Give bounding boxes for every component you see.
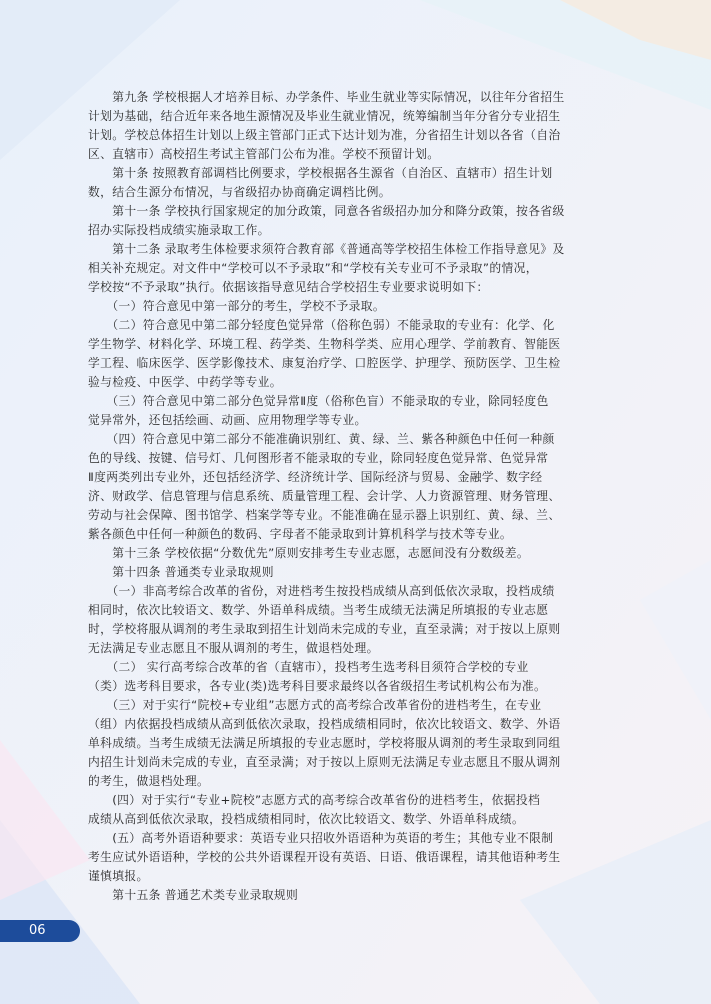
text-line: 计划为基础，结合近年来各地生源情况及毕业生就业情况，统筹编制当年分省分专业招生 <box>88 109 561 123</box>
text-line: 第十四条 普通类专业录取规则 <box>88 565 274 579</box>
text-line: 时，学校将服从调剂的考生录取到招生计划尚未完成的专业，直至录满；对于按以上原则 <box>88 622 561 636</box>
text-line: 数，结合生源分布情况，与省级招办协商确定调档比例。 <box>88 185 391 199</box>
text-line: 考生应试外语语种，学校的公共外语课程开设有英语、日语、俄语课程，请其他语种考生 <box>88 850 561 864</box>
text-line: （三）符合意见中第二部分色觉异常Ⅱ度（俗称色盲）不能录取的专业，除同轻度色 <box>88 394 549 408</box>
page-number: 06 <box>29 923 46 938</box>
text-line: 济、财政学、信息管理与信息系统、质量管理工程、会计学、人力资源管理、财务管理、 <box>88 489 561 503</box>
text-line: 第十三条 学校依据“分数优先”原则安排考生专业志愿，志愿间没有分数级差。 <box>88 546 530 560</box>
text-line: 内招生计划尚未完成的专业，直至录满；对于按以上原则无法满足专业志愿且不服从调剂 <box>88 755 561 769</box>
text-line: 验与检疫、中医学、中药学等专业。 <box>88 375 282 389</box>
text-line: 计划。学校总体招生计划以上级主管部门正式下达计划为准，分省招生计划以各省（自治 <box>88 128 561 142</box>
text-line: 成绩从高到低依次录取，投档成绩相同时，依次比较语文、数学、外语单科成绩。 <box>88 812 525 826</box>
text-line: 劳动与社会保障、图书馆学、档案学等专业。不能准确在显示器上识别红、黄、绿、兰、 <box>88 508 561 522</box>
text-line: Ⅱ度两类列出专业外，还包括经济学、经济统计学、国际经济与贸易、金融学、数字经 <box>88 470 543 484</box>
text-line: （一）符合意见中第一部分的考生，学校不予录取。 <box>88 299 386 313</box>
text-line: （二） 实行高考综合改革的省（直辖市），投档考生选考科目须符合学校的专业 <box>88 660 529 674</box>
text-line: (四）对于实行“专业+院校”志愿方式的高考综合改革省份的进档考生，依据投档 <box>88 793 541 807</box>
text-line: (五）高考外语语种要求：英语专业只招收外语语种为英语的考生；其他专业不限制 <box>88 831 554 845</box>
text-line: 谨慎填报。 <box>88 869 149 883</box>
text-line: 相关补充规定。对文件中“学校可以不予录取”和“学校有关专业可不予录取”的情况， <box>88 261 538 275</box>
text-line: 单科成绩。当考生成绩无法满足所填报的专业志愿时，学校将服从调剂的考生录取到同组 <box>88 736 561 750</box>
text-line: 的考生，做退档处理。 <box>88 774 210 788</box>
text-line: 觉异常外，还包括绘画、动画、应用物理学等专业。 <box>88 413 367 427</box>
text-line: （二）符合意见中第二部分轻度色觉异常（俗称色弱）不能录取的专业有：化学、化 <box>88 318 555 332</box>
text-line: 第九条 学校根据人才培养目标、办学条件、毕业生就业等实际情况，以往年分省招生 <box>88 90 565 104</box>
text-line: 学校按“不予录取”执行。依据该指导意见结合学校招生专业要求说明如下： <box>88 280 489 294</box>
text-line: （组）内依据投档成绩从高到低依次录取，投档成绩相同时，依次比较语文、数学、外语 <box>88 717 561 731</box>
text-line: 紫各颜色中任何一种颜色的数码、字母者不能录取到计算机科学与技术等专业。 <box>88 527 513 541</box>
text-line: 招办实际投档成绩实施录取工作。 <box>88 223 270 237</box>
text-line: 区、直辖市）高校招生考试主管部门公布为准。学校不预留计划。 <box>88 147 440 161</box>
text-line: 第十二条 录取考生体检要求须符合教育部《普通高等学校招生体检工作指导意见》及 <box>88 242 565 256</box>
text-line: 色的导线、按键、信号灯、几何图形者不能录取的专业，除同轻度色觉异常、色觉异常 <box>88 451 549 465</box>
text-line: （三）对于实行“院校+专业组”志愿方式的高考综合改革省份的进档考生，在专业 <box>88 698 542 712</box>
text-line: 相同时，依次比较语文、数学、外语单科成绩。当考生成绩无法满足所填报的专业志愿 <box>88 603 549 617</box>
text-line: （四）符合意见中第二部分不能准确识别红、黄、绿、兰、紫各种颜色中任何一种颜 <box>88 432 555 446</box>
text-line: 第十条 按照教育部调档比例要求，学校根据各生源省（自治区、直辖市）招生计划 <box>88 166 553 180</box>
text-line: （一）非高考综合改革的省份，对进档考生按投档成绩从高到低依次录取，投档成绩 <box>88 584 555 598</box>
text-line: 学工程、临床医学、医学影像技术、康复治疗学、口腔医学、护理学、预防医学、卫生检 <box>88 356 561 370</box>
text-line: 学生物学、材料化学、环境工程、药学类、生物科学类、应用心理学、学前教育、智能医 <box>88 337 561 351</box>
text-line: 无法满足专业志愿且不服从调剂的考生，做退档处理。 <box>88 641 379 655</box>
text-line: 第十一条 学校执行国家规定的加分政策，同意各省级招办加分和降分政策，按各省级 <box>88 204 565 218</box>
text-line: （类）选考科目要求，各专业(类)选考科目要求最终以各省级招生考试机构公布为准。 <box>88 679 547 693</box>
page-number-tab <box>0 920 80 942</box>
text-line: 第十五条 普通艺术类专业录取规则 <box>88 888 299 902</box>
